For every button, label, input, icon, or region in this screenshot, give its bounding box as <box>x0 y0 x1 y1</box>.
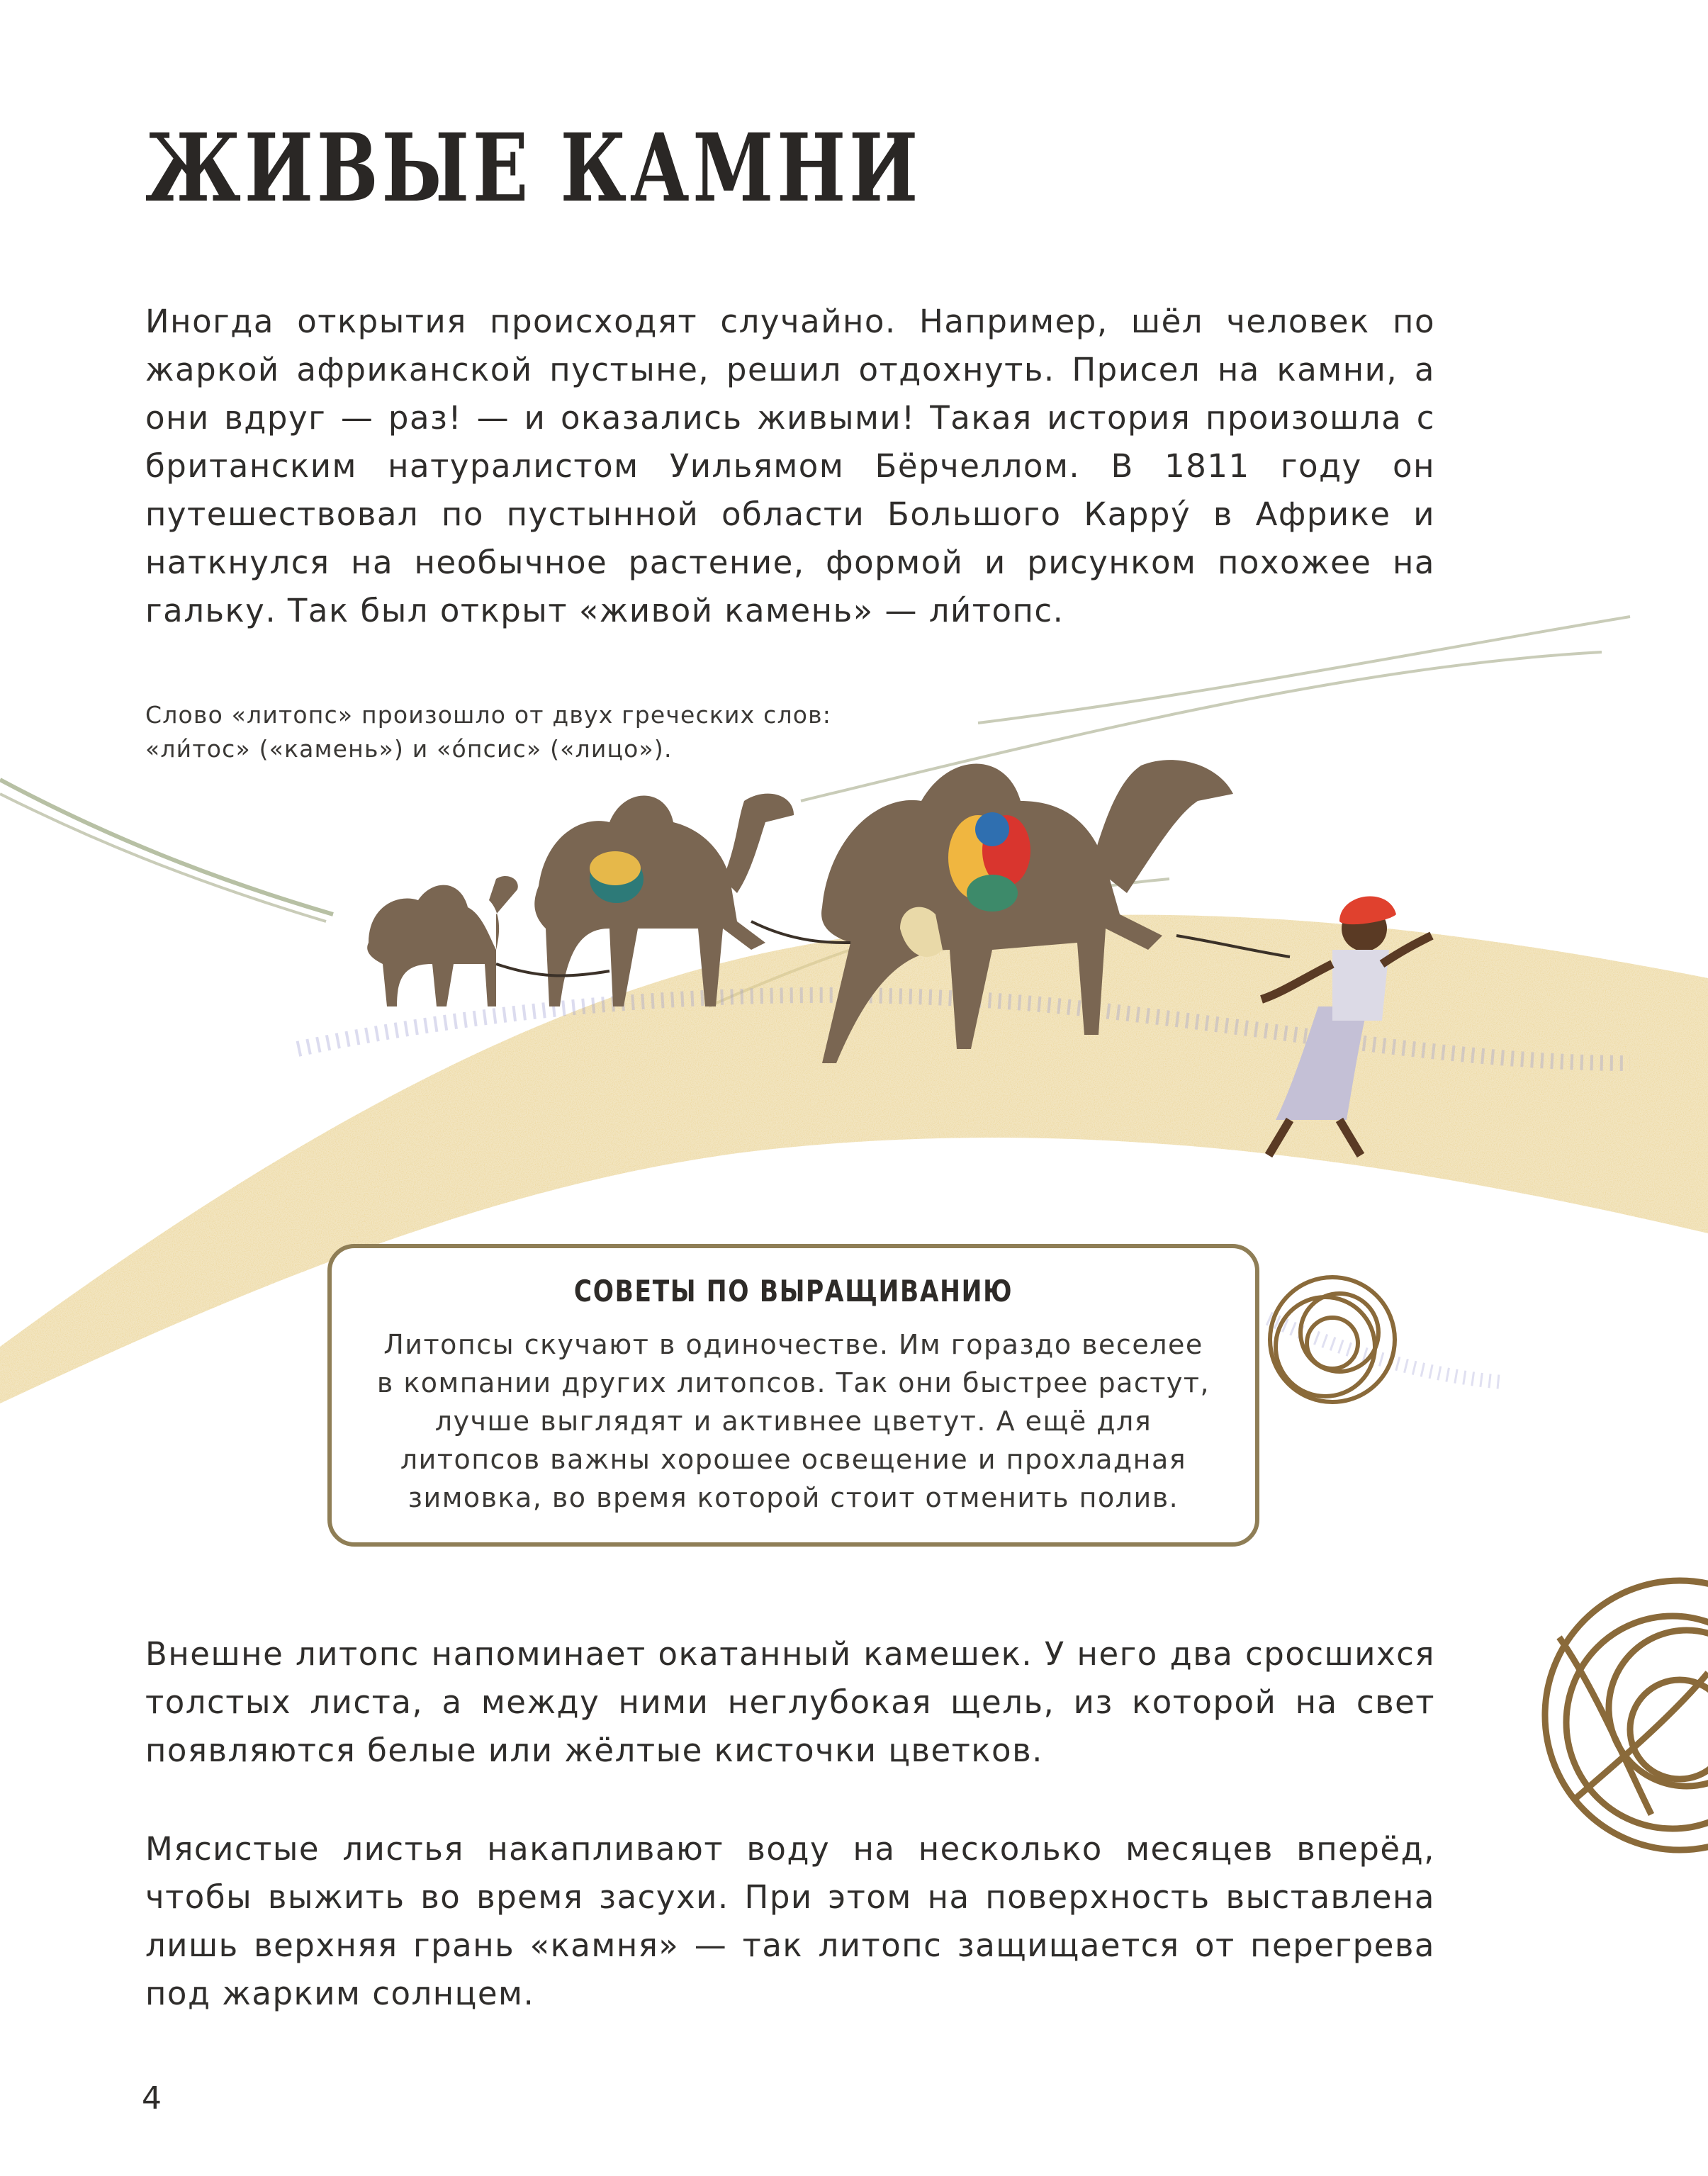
intro-paragraph: Иногда открытия происходят случайно. Например, шёл человек по жаркой африканской пустыне, решил отдохнуть. Присел на камни, а они вдруг — раз! — и оказались живыми! Такая история произошла с британским натуралистом Уильямом Бёрчеллом. В 1811 году он путешествовал по пустынной области Большого Карру́ в Африке и наткнулся на необычное растение, формой и рисунком похожее на гальку. Так был открыт «живой камень» — ли́топс. <box>145 303 1435 629</box>
etymology-note: Слово «литопс» произошло от двух греческих слов: «ли́тос» («камень») и «о́псис» («лицо»). <box>145 701 832 763</box>
tips-text: Литопсы скучают в одиночестве. Им гораздо веселее в компании других литопсов. Так они быстрее растут, лучше выглядят и активнее цветут. А ещё для литопсов важны хорошее освещение и прохладная зимовка, во время которой стоит отменить полив. <box>376 1329 1210 1513</box>
desert-hill-left <box>0 780 333 914</box>
page-number: 4 <box>142 2080 162 2116</box>
page-title: ЖИВЫЕ КАМНИ <box>145 113 921 223</box>
leaves-paragraph: Мясистые листья накапливают воду на несколько месяцев вперёд, чтобы выжить во время засухи. При этом на поверхность выставлена лишь верхняя грань «камня» — так литопс защищается от перегрева под жарким солнцем. <box>145 1830 1435 2012</box>
tumbleweed-large-icon <box>1545 1581 1708 1850</box>
camel-small <box>367 876 518 1006</box>
growing-tips-box <box>327 1244 1259 1547</box>
tips-title: СОВЕТЫ ПО ВЫРАЩИВАНИЮ <box>573 1274 1013 1308</box>
appearance-paragraph: Внешне литопс напоминает окатанный камешек. У него два сросшихся толстых листа, а между ними неглубокая щель, из которой на свет появляются белые или жёлтые кисточки цветков. <box>145 1635 1435 1769</box>
tumbleweed-icon <box>1270 1277 1395 1402</box>
